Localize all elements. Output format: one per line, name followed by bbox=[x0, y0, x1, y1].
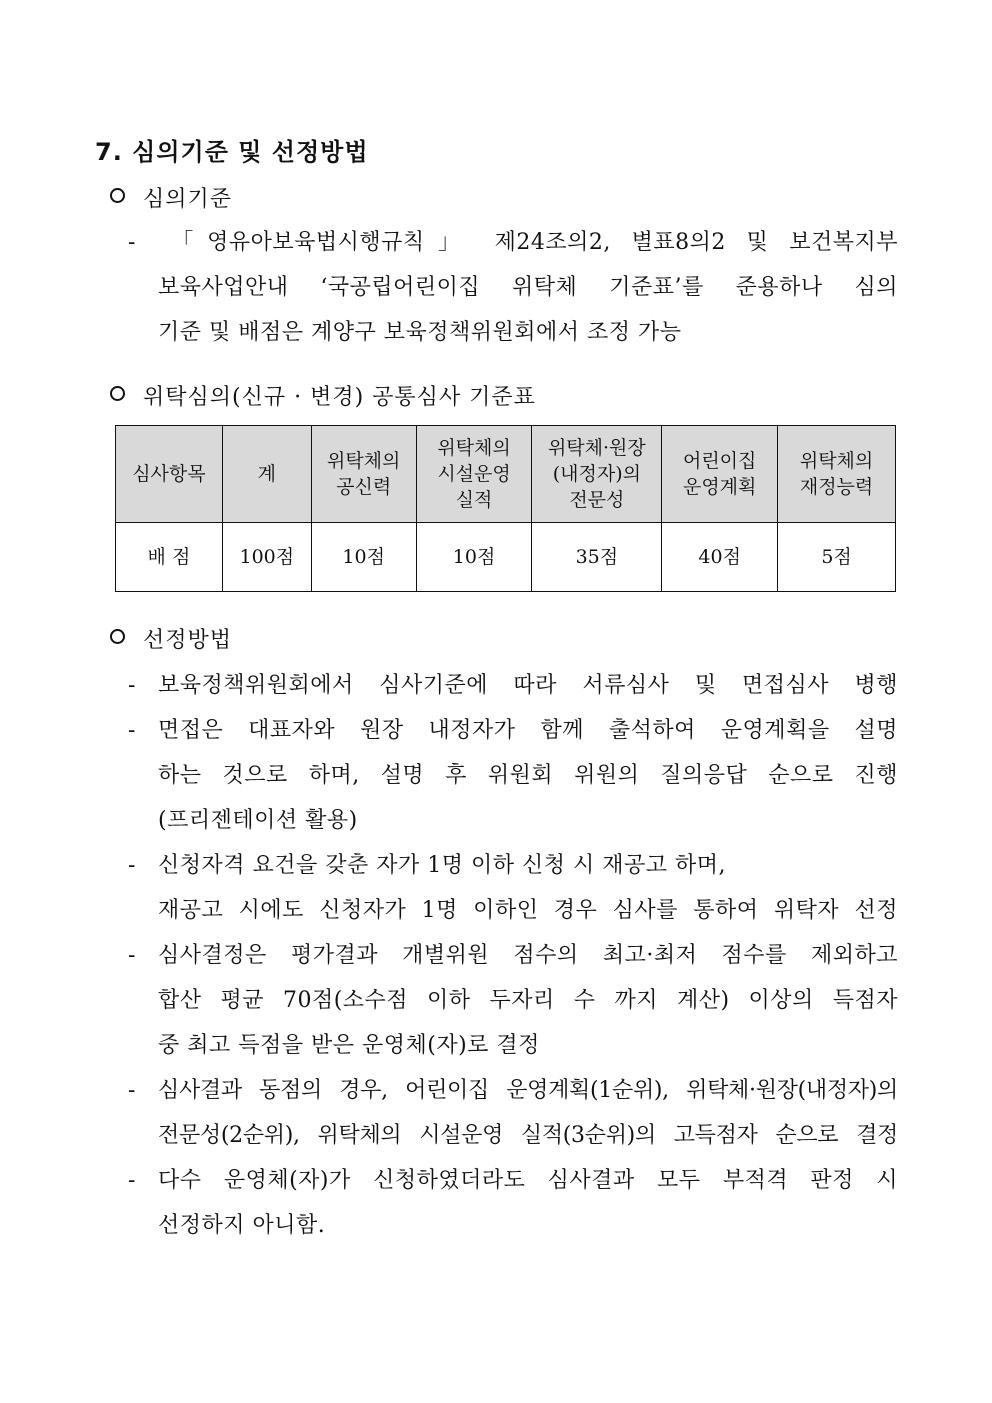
selection-line-text: 재공고 시에도 신청자가 1명 이하인 경우 심사를 통하여 위탁자 선정 bbox=[158, 898, 898, 923]
criteria-line bbox=[128, 265, 898, 310]
score-cell: 10점 bbox=[416, 523, 532, 592]
table-title-text: 위탁심의(신규 · 변경) 공통심사 기준표 bbox=[143, 385, 536, 410]
selection-item bbox=[128, 933, 898, 1068]
selection-line-text: (프리젠테이션 활용) bbox=[158, 808, 358, 833]
selection-title bbox=[110, 623, 232, 654]
selection-line bbox=[128, 1203, 898, 1248]
selection-line-text: 면접은 대표자와 원장 내정자가 함께 출석하여 운영계획을 설명 bbox=[158, 718, 898, 743]
selection-line bbox=[128, 1068, 898, 1113]
selection-line bbox=[128, 888, 898, 933]
criteria-line-text: 보육사업안내 ‘국공립어린이집 위탁체 기준표’를 준용하나 심의 bbox=[158, 275, 898, 300]
circle-bullet-icon bbox=[110, 629, 125, 644]
table-score-row bbox=[116, 523, 896, 592]
header-cell: 위탁체의 공신력 bbox=[311, 426, 416, 523]
selection-line-text: 중 최고 득점을 받은 운영체(자)로 결정 bbox=[158, 1033, 540, 1058]
section-heading: 7. 심의기준 및 선정방법 bbox=[95, 138, 369, 166]
score-cell: 100점 bbox=[222, 523, 311, 592]
selection-line bbox=[128, 1023, 898, 1068]
selection-line bbox=[128, 708, 898, 753]
selection-line-text: 보육정책위원회에서 심사기준에 따라 서류심사 및 면접심사 병행 bbox=[158, 673, 898, 698]
selection-item bbox=[128, 1068, 898, 1158]
selection-line bbox=[128, 753, 898, 798]
criteria-title bbox=[110, 182, 232, 213]
score-cell: 40점 bbox=[662, 523, 778, 592]
selection-line-text: 신청자격 요건을 갖춘 자가 1명 이하 신청 시 재공고 하며, bbox=[158, 853, 726, 878]
selection-line bbox=[128, 663, 898, 708]
score-cell: 35점 bbox=[532, 523, 662, 592]
header-cell: 위탁체·원장 (내정자)의 전문성 bbox=[532, 426, 662, 523]
selection-line bbox=[128, 978, 898, 1023]
dash-bullet: - bbox=[128, 718, 136, 743]
criteria-line-text: 기준 및 배점은 계양구 보육정책위원회에서 조정 가능 bbox=[158, 320, 682, 345]
score-cell: 10점 bbox=[311, 523, 416, 592]
score-cell: 배 점 bbox=[116, 523, 223, 592]
selection-item bbox=[128, 1158, 898, 1248]
header-cell: 어린이집 운영계획 bbox=[662, 426, 778, 523]
selection-line bbox=[128, 1158, 898, 1203]
dash-bullet: - bbox=[128, 1078, 136, 1103]
circle-bullet-icon bbox=[110, 188, 125, 203]
selection-line-text: 심사결정은 평가결과 개별위원 점수의 최고·최저 점수를 제외하고 bbox=[158, 943, 898, 968]
selection-line bbox=[128, 933, 898, 978]
criteria-table bbox=[115, 425, 896, 592]
criteria-line-text: 「영유아보육법시행규칙」 제24조의2, 별표8의2 및 보건복지부 bbox=[158, 230, 898, 255]
dash-bullet: - bbox=[128, 943, 136, 968]
dash-bullet: - bbox=[128, 673, 136, 698]
header-cell: 심사항목 bbox=[116, 426, 223, 523]
header-cell: 위탁체의 재정능력 bbox=[778, 426, 896, 523]
selection-line bbox=[128, 798, 898, 843]
score-cell: 5점 bbox=[778, 523, 896, 592]
circle-bullet-icon bbox=[110, 386, 125, 401]
table-header-row bbox=[116, 426, 896, 523]
selection-item bbox=[128, 708, 898, 843]
dash-bullet: - bbox=[128, 853, 136, 878]
selection-line bbox=[128, 843, 898, 888]
criteria-line bbox=[128, 220, 898, 265]
criteria-item bbox=[128, 220, 898, 355]
selection-line-text: 다수 운영체(자)가 신청하였더라도 심사결과 모두 부적격 판정 시 bbox=[158, 1168, 898, 1193]
selection-line-text: 심사결과 동점의 경우, 어린이집 운영계획(1순위), 위탁체·원장(내정자)의 bbox=[158, 1078, 898, 1103]
selection-line-text: 합산 평균 70점(소수점 이하 두자리 수 까지 계산) 이상의 득점자 bbox=[158, 988, 898, 1013]
selection-title-text: 선정방법 bbox=[143, 628, 233, 653]
selection-line-text: 선정하지 아니함. bbox=[158, 1213, 326, 1238]
selection-line-text: 전문성(2순위), 위탁체의 시설운영 실적(3순위)의 고득점자 순으로 결정 bbox=[158, 1123, 898, 1148]
dash-bullet: - bbox=[128, 230, 136, 255]
criteria-line bbox=[128, 310, 898, 355]
selection-line-text: 하는 것으로 하며, 설명 후 위원회 위원의 질의응답 순으로 진행 bbox=[158, 763, 898, 788]
selection-item bbox=[128, 663, 898, 708]
selection-line bbox=[128, 1113, 898, 1158]
selection-item bbox=[128, 843, 898, 933]
header-cell: 계 bbox=[222, 426, 311, 523]
table-title bbox=[110, 380, 536, 411]
dash-bullet: - bbox=[128, 1168, 136, 1193]
criteria-title-text: 심의기준 bbox=[143, 187, 233, 212]
header-cell: 위탁체의 시설운영 실적 bbox=[416, 426, 532, 523]
